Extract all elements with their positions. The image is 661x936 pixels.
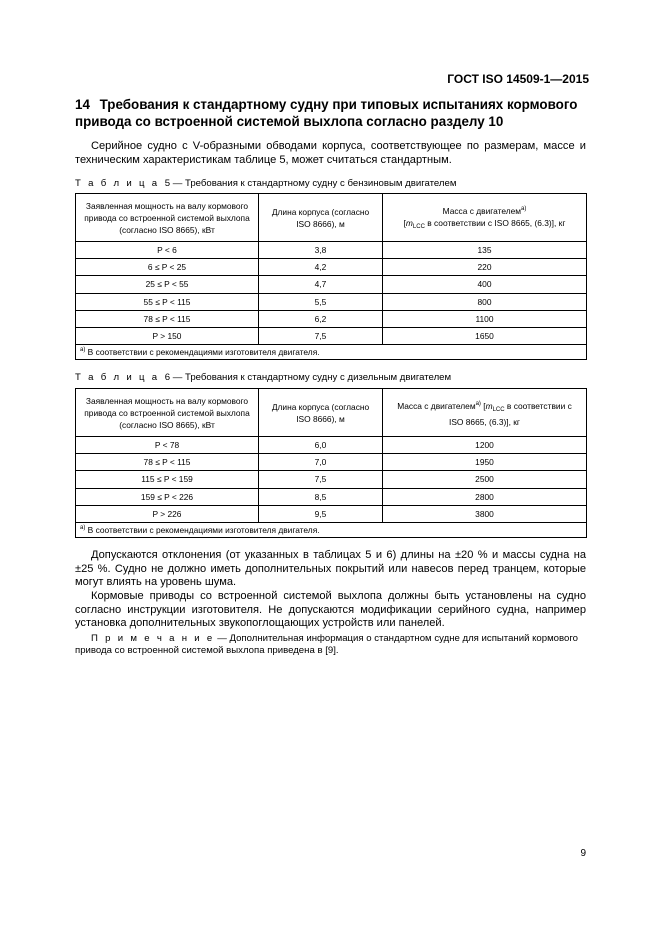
table-row bbox=[76, 327, 587, 344]
power-cell: P > 150 bbox=[76, 327, 259, 344]
table-row bbox=[76, 505, 587, 522]
table5-number: 5 bbox=[164, 178, 171, 189]
power-cell: 159 ≤ P < 226 bbox=[76, 488, 259, 505]
note bbox=[75, 633, 586, 658]
note-text: — Дополнительная информация о стандартном судне для испытаний кормового привода со встроенной системой выхлопа приведена в [9]. bbox=[75, 633, 578, 657]
table-row bbox=[76, 310, 587, 327]
mass-cell: 1200 bbox=[383, 437, 587, 454]
length-cell: 7,5 bbox=[259, 471, 383, 488]
length-cell: 6,2 bbox=[259, 310, 383, 327]
table5-footnote bbox=[76, 345, 587, 360]
power-cell: 55 ≤ P < 115 bbox=[76, 293, 259, 310]
note-label: П р и м е ч а н и е bbox=[91, 633, 215, 644]
table5-label: Т а б л и ц а bbox=[75, 178, 160, 189]
table6-header-mass-rest: в соответствии с ISO 8665, (6.3)], кг bbox=[449, 400, 572, 427]
table5-header-mass-sup: а) bbox=[521, 205, 527, 212]
length-cell: 4,2 bbox=[259, 259, 383, 276]
table6-header-row bbox=[76, 389, 587, 437]
section-title-text: Требования к стандартному судну при типовых испытаниях кормового привода со встроенной системой выхлопа согласно разделу 10 bbox=[75, 97, 578, 129]
table6-title: — Требования к стандартному судну с дизельным двигателем bbox=[172, 372, 452, 383]
length-cell: 6,0 bbox=[259, 437, 383, 454]
length-cell: 7,0 bbox=[259, 454, 383, 471]
mass-cell: 2500 bbox=[383, 471, 587, 488]
table6-header-mass-m: m bbox=[485, 400, 493, 411]
power-cell: 25 ≤ P < 55 bbox=[76, 276, 259, 293]
mass-cell: 1100 bbox=[383, 310, 587, 327]
table5-header-mass-rest: в соответствии с ISO 8665, (6.3)], кг bbox=[427, 217, 566, 228]
table6-header-mass: Масса с двигателем$^{а)}$ [$m_{LCC}$ в соответствии с ISO 8665, (6.3)], кг bbox=[383, 389, 587, 437]
table-row bbox=[76, 488, 587, 505]
table5-header-mass-main: Масса с двигателем bbox=[442, 205, 522, 216]
length-cell: 5,5 bbox=[259, 293, 383, 310]
table5-header-mass-sub: LCC bbox=[412, 223, 425, 230]
standard-designation: ГОСТ ISO 14509-1—2015 bbox=[447, 72, 589, 86]
table5-header-row bbox=[76, 194, 587, 242]
table6-header-length: Длина корпуса (согласно ISO 8666), м bbox=[259, 389, 383, 437]
table6-header-power: Заявленная мощность на валу кормового привода со встроенной системой выхлопа (согласно ISO 8665), кВт bbox=[76, 389, 259, 437]
table6-label: Т а б л и ц а bbox=[75, 372, 160, 383]
table5-header-mass-m: m bbox=[405, 217, 413, 228]
table-row bbox=[76, 276, 587, 293]
power-cell: 6 ≤ P < 25 bbox=[76, 259, 259, 276]
table6-footnote-mark: а) bbox=[80, 524, 86, 531]
mass-cell: 400 bbox=[383, 276, 587, 293]
table6-number: 6 bbox=[164, 372, 171, 383]
mass-cell: 1950 bbox=[383, 454, 587, 471]
table-row bbox=[76, 437, 587, 454]
table-row bbox=[76, 293, 587, 310]
mass-cell: 3800 bbox=[383, 505, 587, 522]
table6-caption bbox=[75, 372, 451, 383]
length-cell: 9,5 bbox=[259, 505, 383, 522]
table5-footnote-text: В соответствии с рекомендациями изготовителя двигателя. bbox=[87, 347, 320, 358]
table5-footnote-mark: а) bbox=[80, 347, 86, 354]
table-row bbox=[76, 259, 587, 276]
page-number: 9 bbox=[580, 848, 586, 859]
power-cell: P < 78 bbox=[76, 437, 259, 454]
table5-title: — Требования к стандартному судну с бензиновым двигателем bbox=[172, 178, 457, 189]
table6-footnote-text: В соответствии с рекомендациями изготовителя двигателя. bbox=[87, 524, 320, 535]
table-row bbox=[76, 454, 587, 471]
length-cell: 3,8 bbox=[259, 242, 383, 259]
table-row bbox=[76, 471, 587, 488]
table-row bbox=[76, 242, 587, 259]
power-cell: P < 6 bbox=[76, 242, 259, 259]
mass-cell: 1650 bbox=[383, 327, 587, 344]
mass-cell: 220 bbox=[383, 259, 587, 276]
table5-caption bbox=[75, 178, 456, 189]
table5 bbox=[75, 193, 587, 360]
table6-footnote-row bbox=[76, 522, 587, 537]
power-cell: 115 ≤ P < 159 bbox=[76, 471, 259, 488]
length-cell: 8,5 bbox=[259, 488, 383, 505]
intro-paragraph: Серийное судно с V-образными обводами корпуса, соответствующее по размерам, массе и техническим характеристикам таблице 5, может считаться стандартным. bbox=[75, 140, 586, 166]
table6-header-mass-main: Масса с двигателем bbox=[397, 400, 476, 411]
table6 bbox=[75, 388, 587, 538]
table5-footnote-row bbox=[76, 345, 587, 360]
power-cell: 78 ≤ P < 115 bbox=[76, 310, 259, 327]
table5-header-power: Заявленная мощность на валу кормового привода со встроенной системой выхлопа (согласно ISO 8665), кВт bbox=[76, 194, 259, 242]
table5-header-length: Длина корпуса (согласно ISO 8666), м bbox=[259, 194, 383, 242]
table6-footnote bbox=[76, 522, 587, 537]
deviation-paragraph: Допускаются отклонения (от указанных в таблицах 5 и 6) длины на ±20 % и массы судна на ±25 %. Судно не должно иметь дополнительных покрытий или навесов перед транцем, которые могут влиять на уровень шума. bbox=[75, 549, 586, 589]
length-cell: 7,5 bbox=[259, 327, 383, 344]
mass-cell: 135 bbox=[383, 242, 587, 259]
length-cell: 4,7 bbox=[259, 276, 383, 293]
mass-cell: 2800 bbox=[383, 488, 587, 505]
section-number: 14 bbox=[75, 97, 90, 112]
drives-paragraph: Кормовые приводы со встроенной системой выхлопа должны быть установлены на судно согласно инструкции изготовителя. Не допускаются модификации серийного судна, например установка дополнительных звукопоглощающих устройств или панелей. bbox=[75, 590, 586, 630]
table6-header-mass-sub: LCC bbox=[492, 406, 505, 413]
power-cell: 78 ≤ P < 115 bbox=[76, 454, 259, 471]
power-cell: P > 226 bbox=[76, 505, 259, 522]
section-heading bbox=[75, 96, 595, 130]
mass-cell: 800 bbox=[383, 293, 587, 310]
table5-header-mass: Масса с двигателем$^{а)}$ [$m_{LCC}$ в соответствии с ISO 8665, (6.3)], кг bbox=[383, 194, 587, 242]
table6-header-mass-sup: а) bbox=[475, 400, 481, 407]
